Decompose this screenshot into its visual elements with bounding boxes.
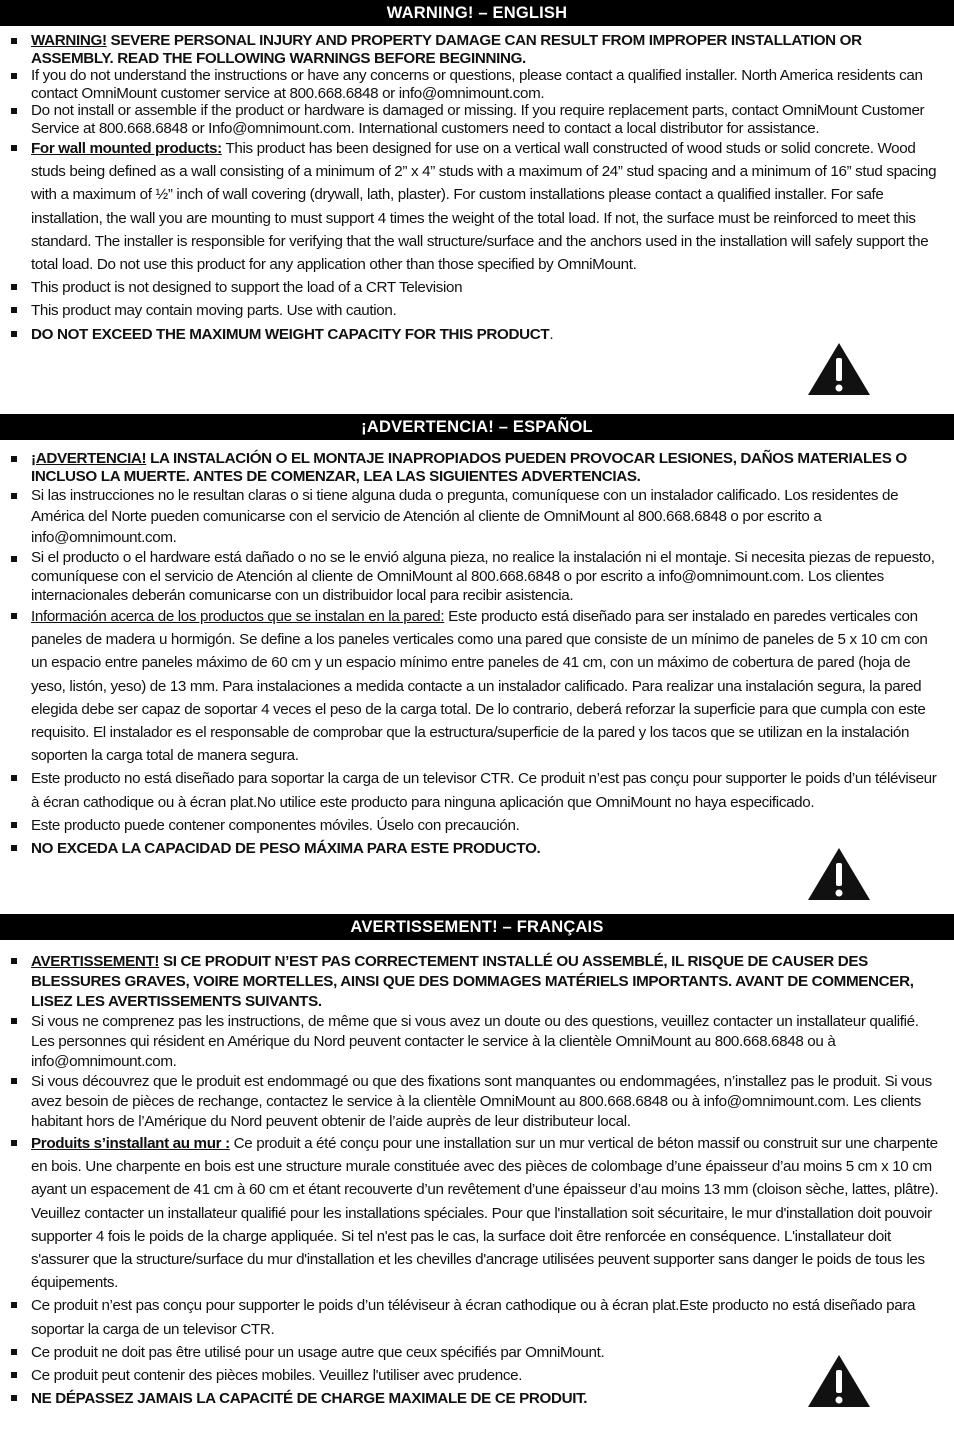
spanish-warning-4-text: Este producto está diseñado para ser instalado en paredes verticales con paneles de madera u hormigón. Se define a los paneles verticales como una pared que consiste de un mínimo de paneles de 5 x 10 cm con un espacio entre paneles máximo de 60 cm y un espacio mínimo entre paneles de 41 cm, con un máximo de cobertura de pared (hoja de yeso, listón, yeso) de 13 mm. Para instalaciones a medida contacte a un instalador calificado. Para realizar una instalación segura, la pared elegida debe ser capaz de soportar 4 veces el peso de la carga total. De lo contrario, deberá reforzar la superficie para que cumpla con este requisito. El instalador es el responsable de comprobar que la estructura/superficie de la pared y los tacos que se utilizan en la instalación soporten la carga total de manera segura. <box>31 608 928 765</box>
english-warning-6: This product may contain moving parts. Use with caution. <box>0 299 954 322</box>
list-french <box>0 952 954 1410</box>
french-warning-4-text: Ce produit a été conçu pour une installation sur un mur vertical de béton massif ou construit sur une charpente en bois. Une charpente en bois est une structure murale constituée avec des pièces de colombage d’une épaisseur d’au moins 5 cm x 10 cm ayant un espacement de 41 cm à 60 cm et étant recouverte d’un revêtement d’une épaisseur d’au moins 13 mm (cloison sèche, lattes, plâtre). Veuillez contacter un installateur qualifié pour les installations spéciales. Pour que l'installation soit sécuritaire, le mur d'installation doit pouvoir supporter 4 fois le poids de la charge appliquée. Si tel n'est pas le cas, la surface doit être renforcée en conséquence. L'installateur doit s'assurer que la structure/surface du mur d'installation et les chevilles d'ancrage utilisées peuvent supporter sans danger le poids de tous les équipements. <box>31 1135 939 1292</box>
spanish-warning-3: Si el producto o el hardware está dañado o no se le envió alguna pieza, no realice la instalación ni el montaje. Si necesita piezas de repuesto, comuníquese con el servicio de Atención al cliente de OmniMount al 800.668.6848 o por escrito a info@omnimount.com. Los clientes internacionales deberán comunicarse con un distribuidor local para recibir asistencia. <box>0 548 954 605</box>
french-warning-5: Ce produit n’est pas conçu pour supporter le poids d’un téléviseur à écran cathodique ou à écran plat.Este producto no está diseñado para soportar la carga de un televisor CTR. <box>0 1294 954 1340</box>
english-warning-1-lead: WARNING! <box>31 32 107 49</box>
french-warning-2: Si vous ne comprenez pas les instructions, de même que si vous avez un doute ou des questions, veuillez contacter un installateur qualifié. Les personnes qui résident en Amérique du Nord peuvent contacter le service à la clientèle OmniMount au 800.668.6848 ou à info@omnimount.com. <box>0 1012 954 1072</box>
spanish-warning-5: Este producto no está diseñado para soportar la carga de un televisor CTR. Ce produit n’est pas conçu pour supporter le poids d’un téléviseur à écran cathodique ou à écran plat.No utilice este producto para ninguna aplicación que OmniMount no haya especificado. <box>0 767 954 813</box>
french-warning-1-lead: AVERTISSEMENT! <box>31 953 160 970</box>
english-warning-4 <box>0 137 954 276</box>
warning-triangle-icon <box>806 341 872 397</box>
french-warning-8: NE DÉPASSEZ JAMAIS LA CAPACITÉ DE CHARGE MAXIMALE DE CE PRODUIT. <box>0 1387 954 1410</box>
warning-triangle-icon <box>806 846 872 902</box>
header-english: WARNING! – ENGLISH <box>0 0 954 26</box>
section-english <box>0 0 954 346</box>
spanish-warning-1-lead: ¡ADVERTENCIA! <box>31 450 147 467</box>
spanish-warning-2: Si las instrucciones no le resultan claras o si tiene alguna duda o pregunta, comuníquese con un instalador calificado. Los residentes de América del Norte pueden comunicarse con el servicio de Atención al cliente de OmniMount al 800.668.6848 o por escrito a info@omnimount.com. <box>0 485 954 548</box>
spanish-warning-1-text: LA INSTALACIÓN O EL MONTAJE INAPROPIADOS PUEDEN PROVOCAR LESIONES, DAÑOS MATERIALES O INCLUSO LA MUERTE. ANTES DE COMENZAR, LEA LAS SIGUIENTES ADVERTENCIAS. <box>31 450 907 485</box>
spanish-warning-1 <box>0 450 954 485</box>
spanish-warning-4-lead: Información acerca de los productos que se instalan en la pared: <box>31 608 445 625</box>
french-warning-1 <box>0 952 954 1012</box>
french-warning-4-lead: Produits s’installant au mur : <box>31 1135 230 1152</box>
french-warning-7: Ce produit peut contenir des pièces mobiles. Veuillez l'utiliser avec prudence. <box>0 1364 954 1387</box>
spanish-warning-4 <box>0 605 954 767</box>
header-french: AVERTISSEMENT! – FRANÇAIS <box>0 914 954 940</box>
header-spanish: ¡ADVERTENCIA! – ESPAÑOL <box>0 414 954 440</box>
section-spanish <box>0 414 954 860</box>
section-french <box>0 914 954 1410</box>
english-warning-7-tail: . <box>549 325 554 343</box>
english-warning-1 <box>0 32 954 67</box>
french-warning-6: Ce produit ne doit pas être utilisé pour un usage autre que ceux spécifiés par OmniMount. <box>0 1341 954 1364</box>
english-warning-1-text: SEVERE PERSONAL INJURY AND PROPERTY DAMAGE CAN RESULT FROM IMPROPER INSTALLATION OR ASSEMBLY. READ THE FOLLOWING WARNINGS BEFORE BEGINNING. <box>31 32 862 67</box>
english-warning-3: Do not install or assemble if the product or hardware is damaged or missing. If you require replacement parts, contact OmniMount Customer Service at 800.668.6848 or Info@omnimount.com. International customers need to contact a local distributor for assistance. <box>0 102 954 137</box>
french-warning-1-text: SI CE PRODUIT N’EST PAS CORRECTEMENT INSTALLÉ OU ASSEMBLÉ, IL RISQUE DE CAUSER DES BLESSURES GRAVES, VOIRE MORTELLES, AINSI QUE DES DOMMAGES MATÉRIELS IMPORTANTS. AVANT DE COMMENCER, LISEZ LES AVERTISSEMENTS SUIVANTS. <box>31 953 914 1010</box>
english-warning-4-lead: For wall mounted products: <box>31 140 222 157</box>
french-warning-4 <box>0 1132 954 1294</box>
english-warning-7-text: DO NOT EXCEED THE MAXIMUM WEIGHT CAPACITY FOR THIS PRODUCT <box>31 325 550 343</box>
english-warning-2: If you do not understand the instructions or have any concerns or questions, please contact a qualified installer. North America residents can contact OmniMount customer service at 800.668.6848 or info@omnimount.com. <box>0 67 954 102</box>
english-warning-4-text: This product has been designed for use on a vertical wall constructed of wood studs or solid concrete. Wood studs being defined as a wall consisting of a minimum of 2” x 4” studs with a maximum of 24” stud spacing and a minimum of 16” stud spacing with a maximum of ½” inch of wall covering (drywall, lath, plaster). For custom installations please contact a qualified installer. For safe installation, the wall you are mounting to must support 4 times the weight of the total load. If not, the surface must be reinforced to meet this standard. The installer is responsible for verifying that the wall structure/surface and the anchors used in the installation will safely support the total load. Do not use this product for any application other than those specified by OmniMount. <box>31 140 937 274</box>
list-english <box>0 32 954 346</box>
spanish-warning-6: Este producto puede contener componentes móviles. Úselo con precaución. <box>0 814 954 837</box>
english-warning-5: This product is not designed to support the load of a CRT Television <box>0 276 954 299</box>
spanish-warning-7: NO EXCEDA LA CAPACIDAD DE PESO MÁXIMA PARA ESTE PRODUCTO. <box>0 837 954 860</box>
warning-triangle-icon <box>806 1353 872 1409</box>
list-spanish <box>0 450 954 860</box>
french-warning-3: Si vous découvrez que le produit est endommagé ou que des fixations sont manquantes ou endommagées, n’installez pas le produit. Si vous avez besoin de pièces de rechange, contactez le service à la clientèle OmniMount au 800.668.6848 ou à info@omnimount.com. Les clients habitant hors de l’Amérique du Nord peuvent obtenir de l’aide auprès de leur distributeur local. <box>0 1072 954 1132</box>
